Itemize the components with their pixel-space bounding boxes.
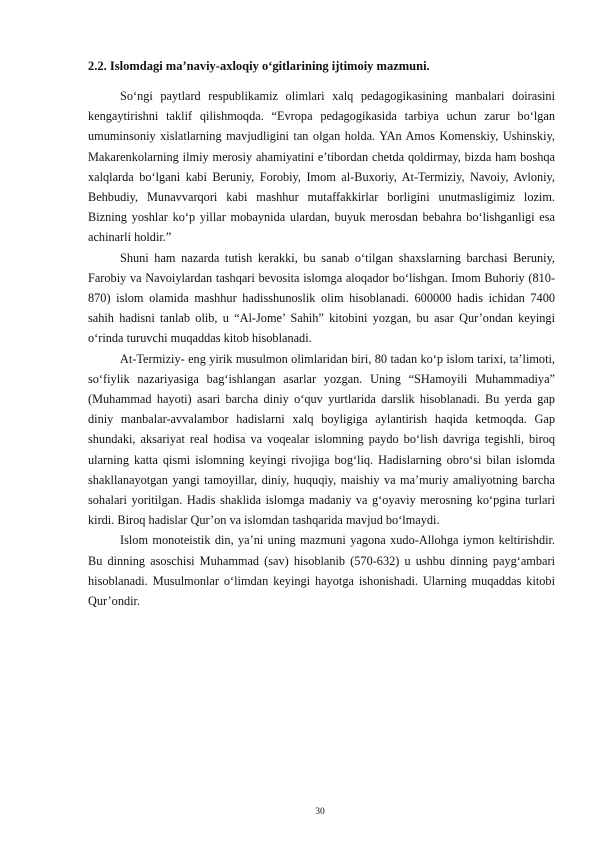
paragraph-1: So‘ngi paytlard respublikamiz olimlari xalq pedagogikasining manbalari doirasini kengaytirishni taklif qilishmoqda. “Evropa pedagogikasida tarbiya uchun zarur bo‘lgan umuminsoniy xislatlarning mavjudligini tan olgan holda. YAn Amos Komenskiy, Ushinskiy, Makarenkolarning ilmiy merosiy ahamiyatini e’tibordan chetda qoldirmay, bizda ham boshqa xalqlarda bo‘lgani kabi Beruniy, Forobiy, Imom al-Buxoriy, At-Termiziy, Navoiy, Avloniy, Behbudiy, Munavvarqori kabi mashhur mutaffakkirlar borligini unutmasligimiz lozim. Bizning yoshlar ko‘p yillar mobaynida ulardan, buyuk merosdan bebahra bo‘lishganligi esa achinarli holdir.” [88, 89, 555, 245]
section-title: 2.2. Islomdagi ma’naviy-axloqiy o‘gitlarining ijtimoiy mazmuni. [88, 59, 430, 73]
body-text [88, 86, 555, 611]
paragraph-4: Islom monoteistik din, ya’ni uning mazmuni yagona xudo-Allohga iymon keltirishdir. Bu dinning asoschisi Muhammad (sav) hisoblanib (570-632) u ushbu dinning payg‘ambari hisoblanadi. Musulmonlar o‘limdan keyingi hayotga ishonishadi. Ularning muqaddas kitobi Qur’ondir. [88, 533, 555, 609]
page-number: 30 [315, 807, 325, 817]
paragraph-2: Shuni ham nazarda tutish kerakki, bu sanab o‘tilgan shaxslarning barchasi Beruniy, Farobiy va Navoiylardan tashqari bevosita islomga aloqador bo‘lishgan. Imom Buhoriy (810-870) islom olamida mashhur hadisshunoslik olim hisoblanadi. 600000 hadis ichidan 7400 sahih hadisni tanlab olib, u “Al-Jome’ Sahih” kitobini yozgan, bu asar Qur’ondan keyingi o‘rinda turuvchi muqaddas kitob hisoblanadi. [88, 250, 555, 346]
paragraph-3: At-Termiziy- eng yirik musulmon olimlaridan biri, 80 tadan ko‘p islom tarixi, ta’limoti, so‘fiylik nazariyasiga bag‘ishlangan asarlar yozgan. Uning “SHamoyili Muhammadiya” (Muhammad hayoti) asari barcha diniy o‘quv yurtlarida darslik hisoblanadi. Bu yerda gap diniy manbalar-avvalambor hadislarni xalq boyligiga aylantirish haqida ketmoqda. Gap shundaki, aksariyat real hodisa va voqealar islomning paydo bo‘lish davriga tegishli, biroq ularning katta qismi islomning keyingi rivojiga bog‘liq. Hadislarning obro‘si bilan islomda shakllanayotgan yangi tamoyillar, diniy, huquqiy, maishiy va ma’muriy amaliyotning barcha sohalari yoritilgan. Hadis shaklida islomga madaniy va g‘oyaviy merosning ko‘pgina turlari kirdi. Biroq hadislar Qur’on va islomdan tashqarida mavjud bo‘lmaydi. [88, 351, 555, 528]
